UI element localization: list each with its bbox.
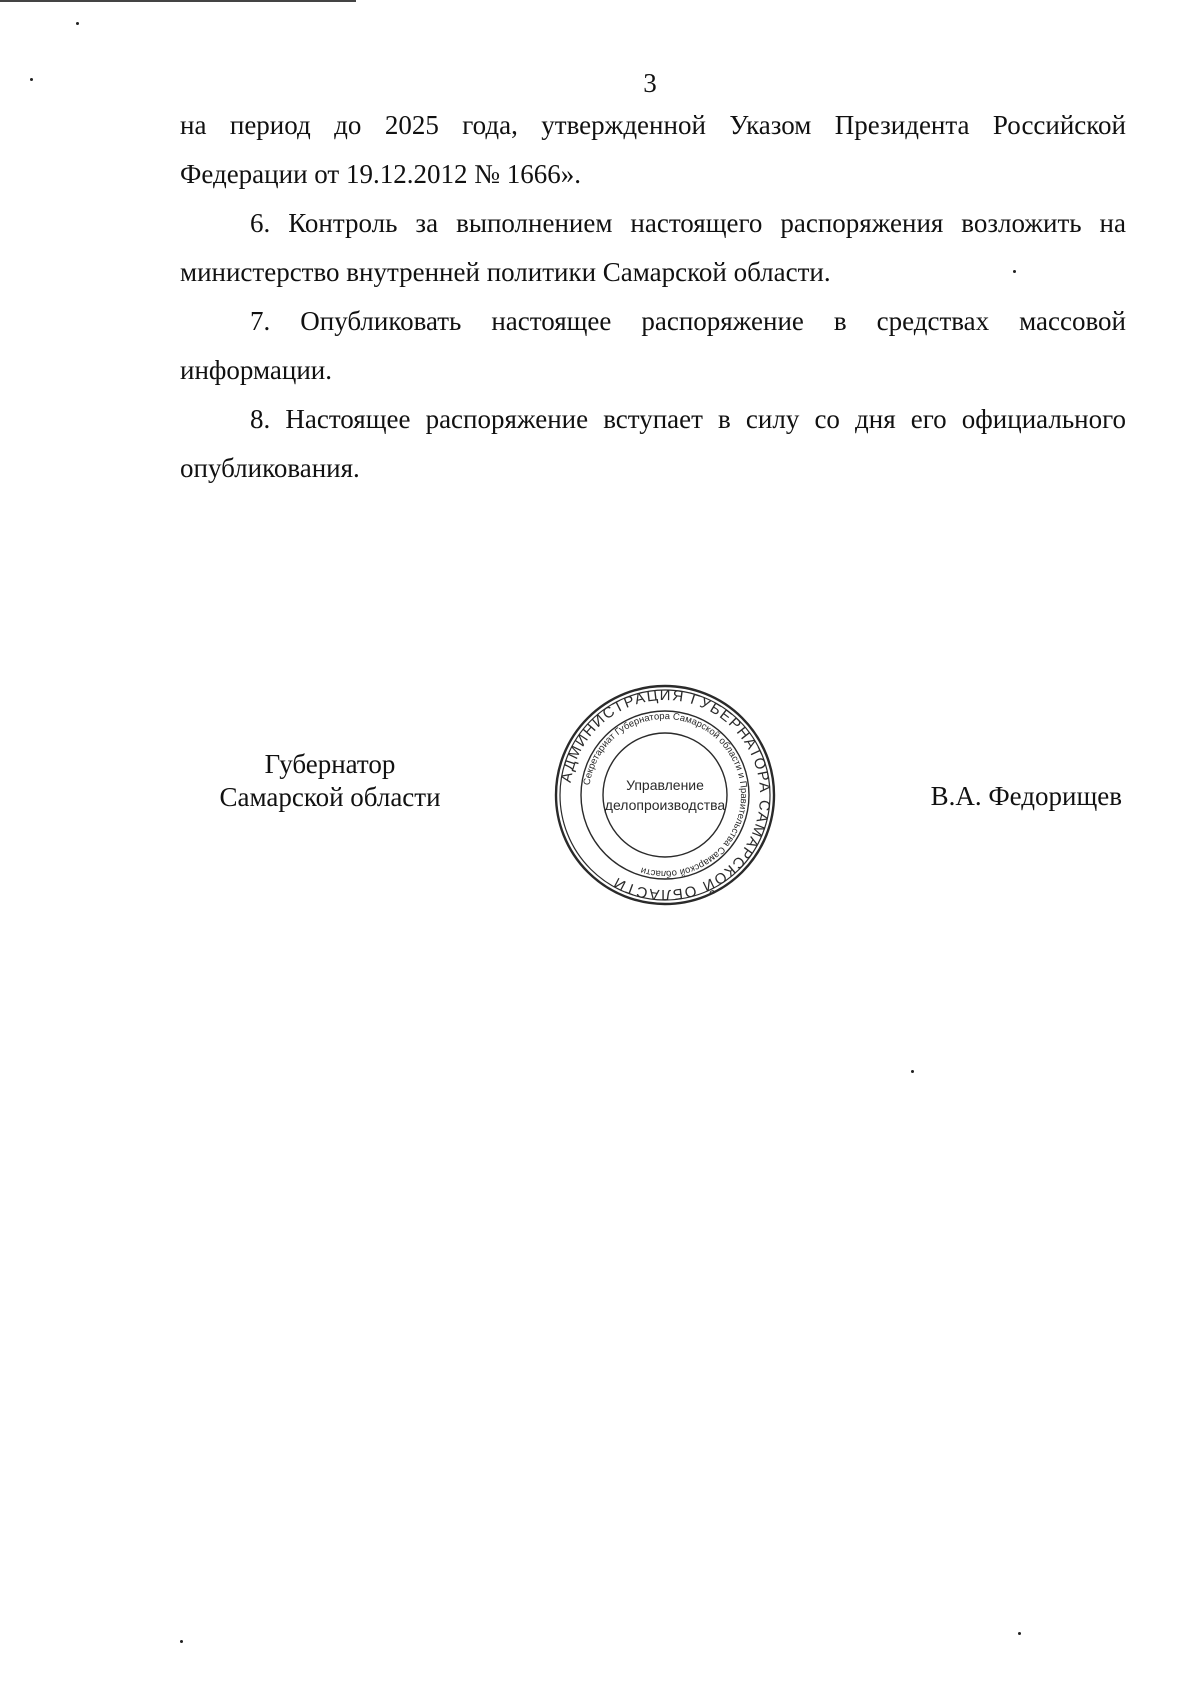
- seal-outer-text: АДМИНИСТРАЦИЯ ГУБЕРНАТОРА САМАРСКОЙ ОБЛАСТИ: [557, 686, 774, 904]
- top-edge-rule: [0, 0, 356, 2]
- seal-graphic: [552, 682, 778, 908]
- signatory-name: В.А. Федорищев: [930, 781, 1122, 811]
- scan-speck: [1013, 270, 1016, 273]
- scan-speck: [30, 78, 33, 81]
- scan-speck: [911, 1070, 914, 1073]
- signatory-title: [180, 748, 480, 814]
- seal-inner-text: Секретариат Губернатора Самарской области и Правительства Самарской области: [581, 710, 750, 880]
- document-body: [180, 101, 1126, 493]
- paragraph-6: 6. Контроль за выполнением настоящего распоряжения возложить на министерство внутренней политики Самарской области.: [180, 208, 1126, 287]
- scan-speck: [76, 22, 79, 25]
- seal-center-line-1: Управление: [626, 777, 704, 793]
- scan-speck: [180, 1640, 183, 1643]
- signatory-title-line-1: Губернатор: [264, 749, 396, 779]
- page-number: 3: [643, 68, 657, 98]
- scan-speck: [1018, 1632, 1021, 1635]
- paragraph-continuation: на период до 2025 года, утвержденной Указом Президента Российской Федерации от 19.12.2012 № 1666».: [180, 110, 1126, 189]
- paragraph-7: 7. Опубликовать настоящее распоряжение в средствах массовой информации.: [180, 306, 1126, 385]
- seal-inner-circle: [603, 733, 727, 857]
- official-seal: [552, 682, 778, 908]
- signatory-title-line-2: Самарской области: [219, 782, 441, 812]
- seal-center-line-2: делопроизводства: [604, 797, 726, 813]
- paragraph-8: 8. Настоящее распоряжение вступает в силу со дня его официального опубликования.: [180, 404, 1126, 483]
